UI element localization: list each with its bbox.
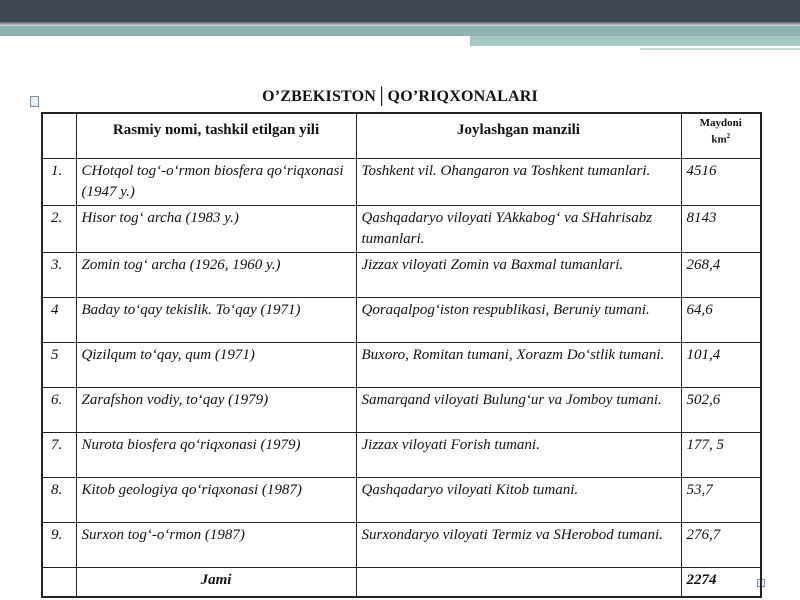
row-area: 8143	[681, 206, 761, 253]
row-number: 5	[42, 343, 76, 388]
row-name: Qizilqum to‘qay, qum (1971)	[76, 343, 356, 388]
row-location: Qashqadaryo viloyati Kitob tumani.	[356, 478, 681, 523]
row-number: 3.	[42, 253, 76, 298]
row-area: 502,6	[681, 388, 761, 433]
row-area: 53,7	[681, 478, 761, 523]
header-area	[681, 113, 761, 159]
header-location: Joylashgan manzili	[356, 113, 681, 159]
row-area: 64,6	[681, 298, 761, 343]
header-name: Rasmiy nomi, tashkil etilgan yili	[76, 113, 356, 159]
row-location: Qashqadaryo viloyati YAkkabog‘ va SHahrisabz tumanlari.	[356, 206, 681, 253]
row-area: 268,4	[681, 253, 761, 298]
table-row	[42, 298, 761, 343]
row-area: 177, 5	[681, 433, 761, 478]
total-number-cell	[42, 568, 76, 598]
reserves-table	[41, 112, 762, 598]
row-location: Jizzax viloyati Zomin va Baxmal tumanlari.	[356, 253, 681, 298]
total-area: 2274	[681, 568, 761, 598]
row-number: 1.	[42, 159, 76, 206]
slide-accent-line	[640, 48, 800, 50]
document-title: O’ZBEKISTON│QO’RIQXONALARI	[262, 88, 538, 105]
row-area: 276,7	[681, 523, 761, 568]
row-name: Kitob geologiya qo‘riqxonasi (1987)	[76, 478, 356, 523]
slide-accent-band-right	[470, 36, 800, 46]
header-area-unit: km	[711, 133, 727, 146]
row-area: 101,4	[681, 343, 761, 388]
table-row	[42, 159, 761, 206]
row-location: Buxoro, Romitan tumani, Xorazm Do‘stlik tumani.	[356, 343, 681, 388]
row-location: Qoraqalpog‘iston respublikasi, Beruniy tumani.	[356, 298, 681, 343]
row-area: 4516	[681, 159, 761, 206]
row-name: Zarafshon vodiy, to‘qay (1979)	[76, 388, 356, 433]
header-area-label: Maydoni	[699, 117, 742, 129]
table-row	[42, 433, 761, 478]
row-name: CHotqol tog‘-o‘rmon biosfera qo‘riqxonasi (1947 y.)	[76, 159, 356, 206]
total-label: Jami	[76, 568, 356, 598]
row-name: Nurota biosfera qo‘riqxonasi (1979)	[76, 433, 356, 478]
row-location: Surxondaryo viloyati Termiz va SHerobod tumani.	[356, 523, 681, 568]
table-row	[42, 523, 761, 568]
row-number: 9.	[42, 523, 76, 568]
row-location: Jizzax viloyati Forish tumani.	[356, 433, 681, 478]
table-header-row	[42, 113, 761, 159]
row-location: Samarqand viloyati Bulung‘ur va Jomboy tumani.	[356, 388, 681, 433]
row-location: Toshkent vil. Ohangaron va Toshkent tumanlari.	[356, 159, 681, 206]
total-location	[356, 568, 681, 598]
row-name: Hisor tog‘ archa (1983 y.)	[76, 206, 356, 253]
total-row	[42, 568, 761, 598]
table-anchor-icon[interactable]	[30, 96, 39, 107]
header-number	[42, 113, 76, 159]
slide-accent-band	[0, 26, 800, 36]
header-area-exponent: 2	[726, 132, 731, 140]
table-row	[42, 206, 761, 253]
row-number: 6.	[42, 388, 76, 433]
table-row	[42, 388, 761, 433]
table-row	[42, 253, 761, 298]
row-name: Surxon tog‘-o‘rmon (1987)	[76, 523, 356, 568]
row-number: 8.	[42, 478, 76, 523]
table-row	[42, 478, 761, 523]
row-name: Zomin tog‘ archa (1926, 1960 y.)	[76, 253, 356, 298]
row-number: 7.	[42, 433, 76, 478]
row-name: Baday to‘qay tekislik. To‘qay (1971)	[76, 298, 356, 343]
slide-header-bar	[0, 0, 800, 22]
table-row	[42, 343, 761, 388]
row-number: 4	[42, 298, 76, 343]
row-number: 2.	[42, 206, 76, 253]
